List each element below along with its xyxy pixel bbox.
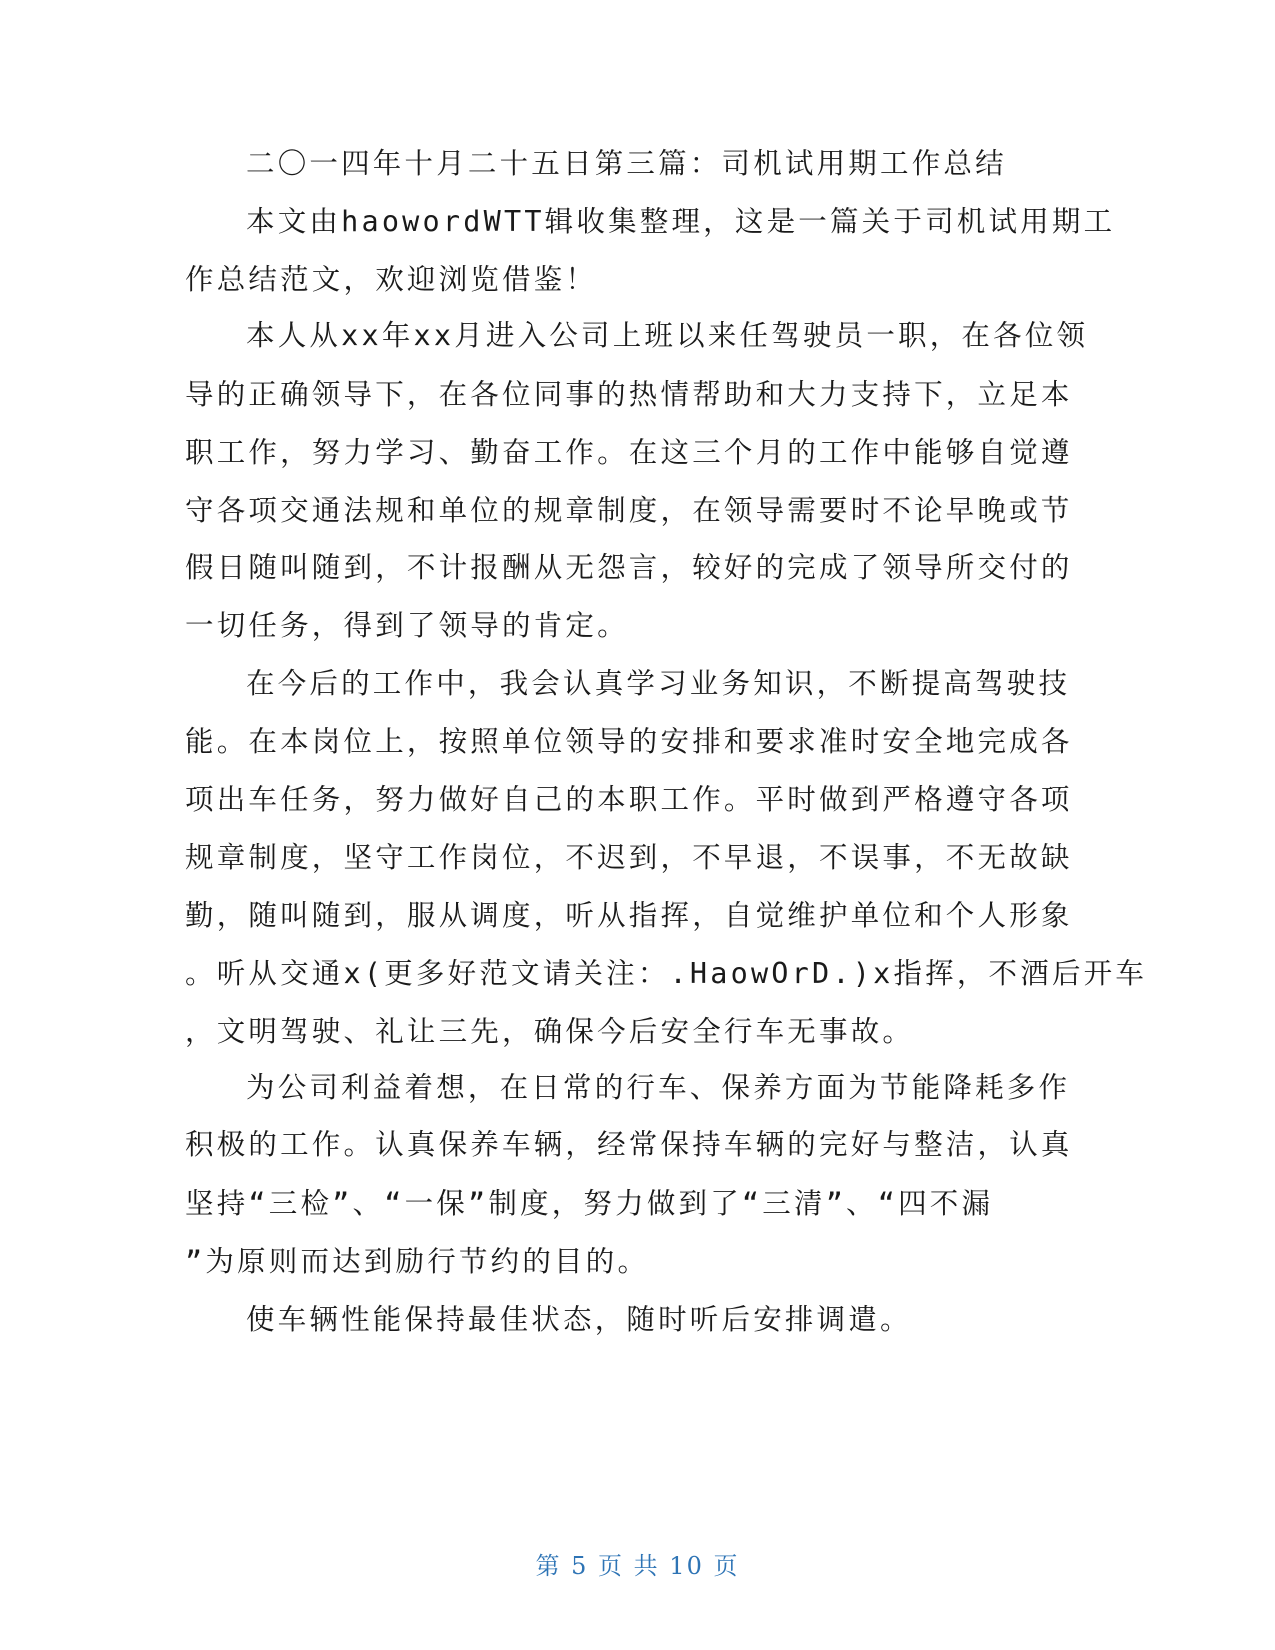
text-line-21: 使车辆性能保持最佳状态，随时听后安排调遣。 <box>246 1303 912 1336</box>
text-line-12: 项出车任务，努力做好自己的本职工作。平时做到严格遵守各项 <box>185 783 1073 816</box>
text-line-13: 规章制度，坚守工作岗位，不迟到，不早退，不误事，不无故缺 <box>185 841 1073 874</box>
text-line-5: 导的正确领导下，在各位同事的热情帮助和大力支持下，立足本 <box>185 378 1073 411</box>
text-line-16: ，文明驾驶、礼让三先，确保今后安全行车无事故。 <box>185 1015 915 1048</box>
text-line-7: 守各项交通法规和单位的规章制度，在领导需要时不论早晚或节 <box>185 494 1073 527</box>
text-line-10: 在今后的工作中，我会认真学习业务知识，不断提高驾驶技 <box>246 667 1071 700</box>
page-number-footer: 第 5 页 共 10 页 <box>535 1552 740 1580</box>
text-line-20: ”为原则而达到励行节约的目的。 <box>185 1245 650 1278</box>
text-line-18: 积极的工作。认真保养车辆，经常保持车辆的完好与整洁，认真 <box>185 1128 1073 1161</box>
text-line-6: 职工作，努力学习、勤奋工作。在这三个月的工作中能够自觉遵 <box>185 436 1073 469</box>
text-line-3: 作总结范文，欢迎浏览借鉴！ <box>185 263 598 296</box>
text-line-8: 假日随叫随到，不计报酬从无怨言，较好的完成了领导所交付的 <box>185 551 1073 584</box>
text-line-2: 本文由haowordWTT辑收集整理，这是一篇关于司机试用期工 <box>246 205 1116 238</box>
text-line-17: 为公司利益着想，在日常的行车、保养方面为节能降耗多作 <box>246 1071 1071 1104</box>
text-line-14: 勤，随叫随到，服从调度，听从指挥，自觉维护单位和个人形象 <box>185 899 1073 932</box>
text-line-1: 二〇一四年十月二十五日第三篇：司机试用期工作总结 <box>246 147 1007 180</box>
text-line-15: 。听从交通x(更多好范文请关注：.HaowOrD.)x指挥，不酒后开车 <box>185 957 1148 990</box>
text-line-19: 坚持“三检”、“一保”制度，努力做到了“三清”、“四不漏 <box>185 1187 994 1220</box>
text-line-9: 一切任务，得到了领导的肯定。 <box>185 609 629 642</box>
text-line-11: 能。在本岗位上，按照单位领导的安排和要求准时安全地完成各 <box>185 725 1073 758</box>
text-line-4: 本人从xx年xx月进入公司上班以来任驾驶员一职，在各位领 <box>246 319 1089 352</box>
